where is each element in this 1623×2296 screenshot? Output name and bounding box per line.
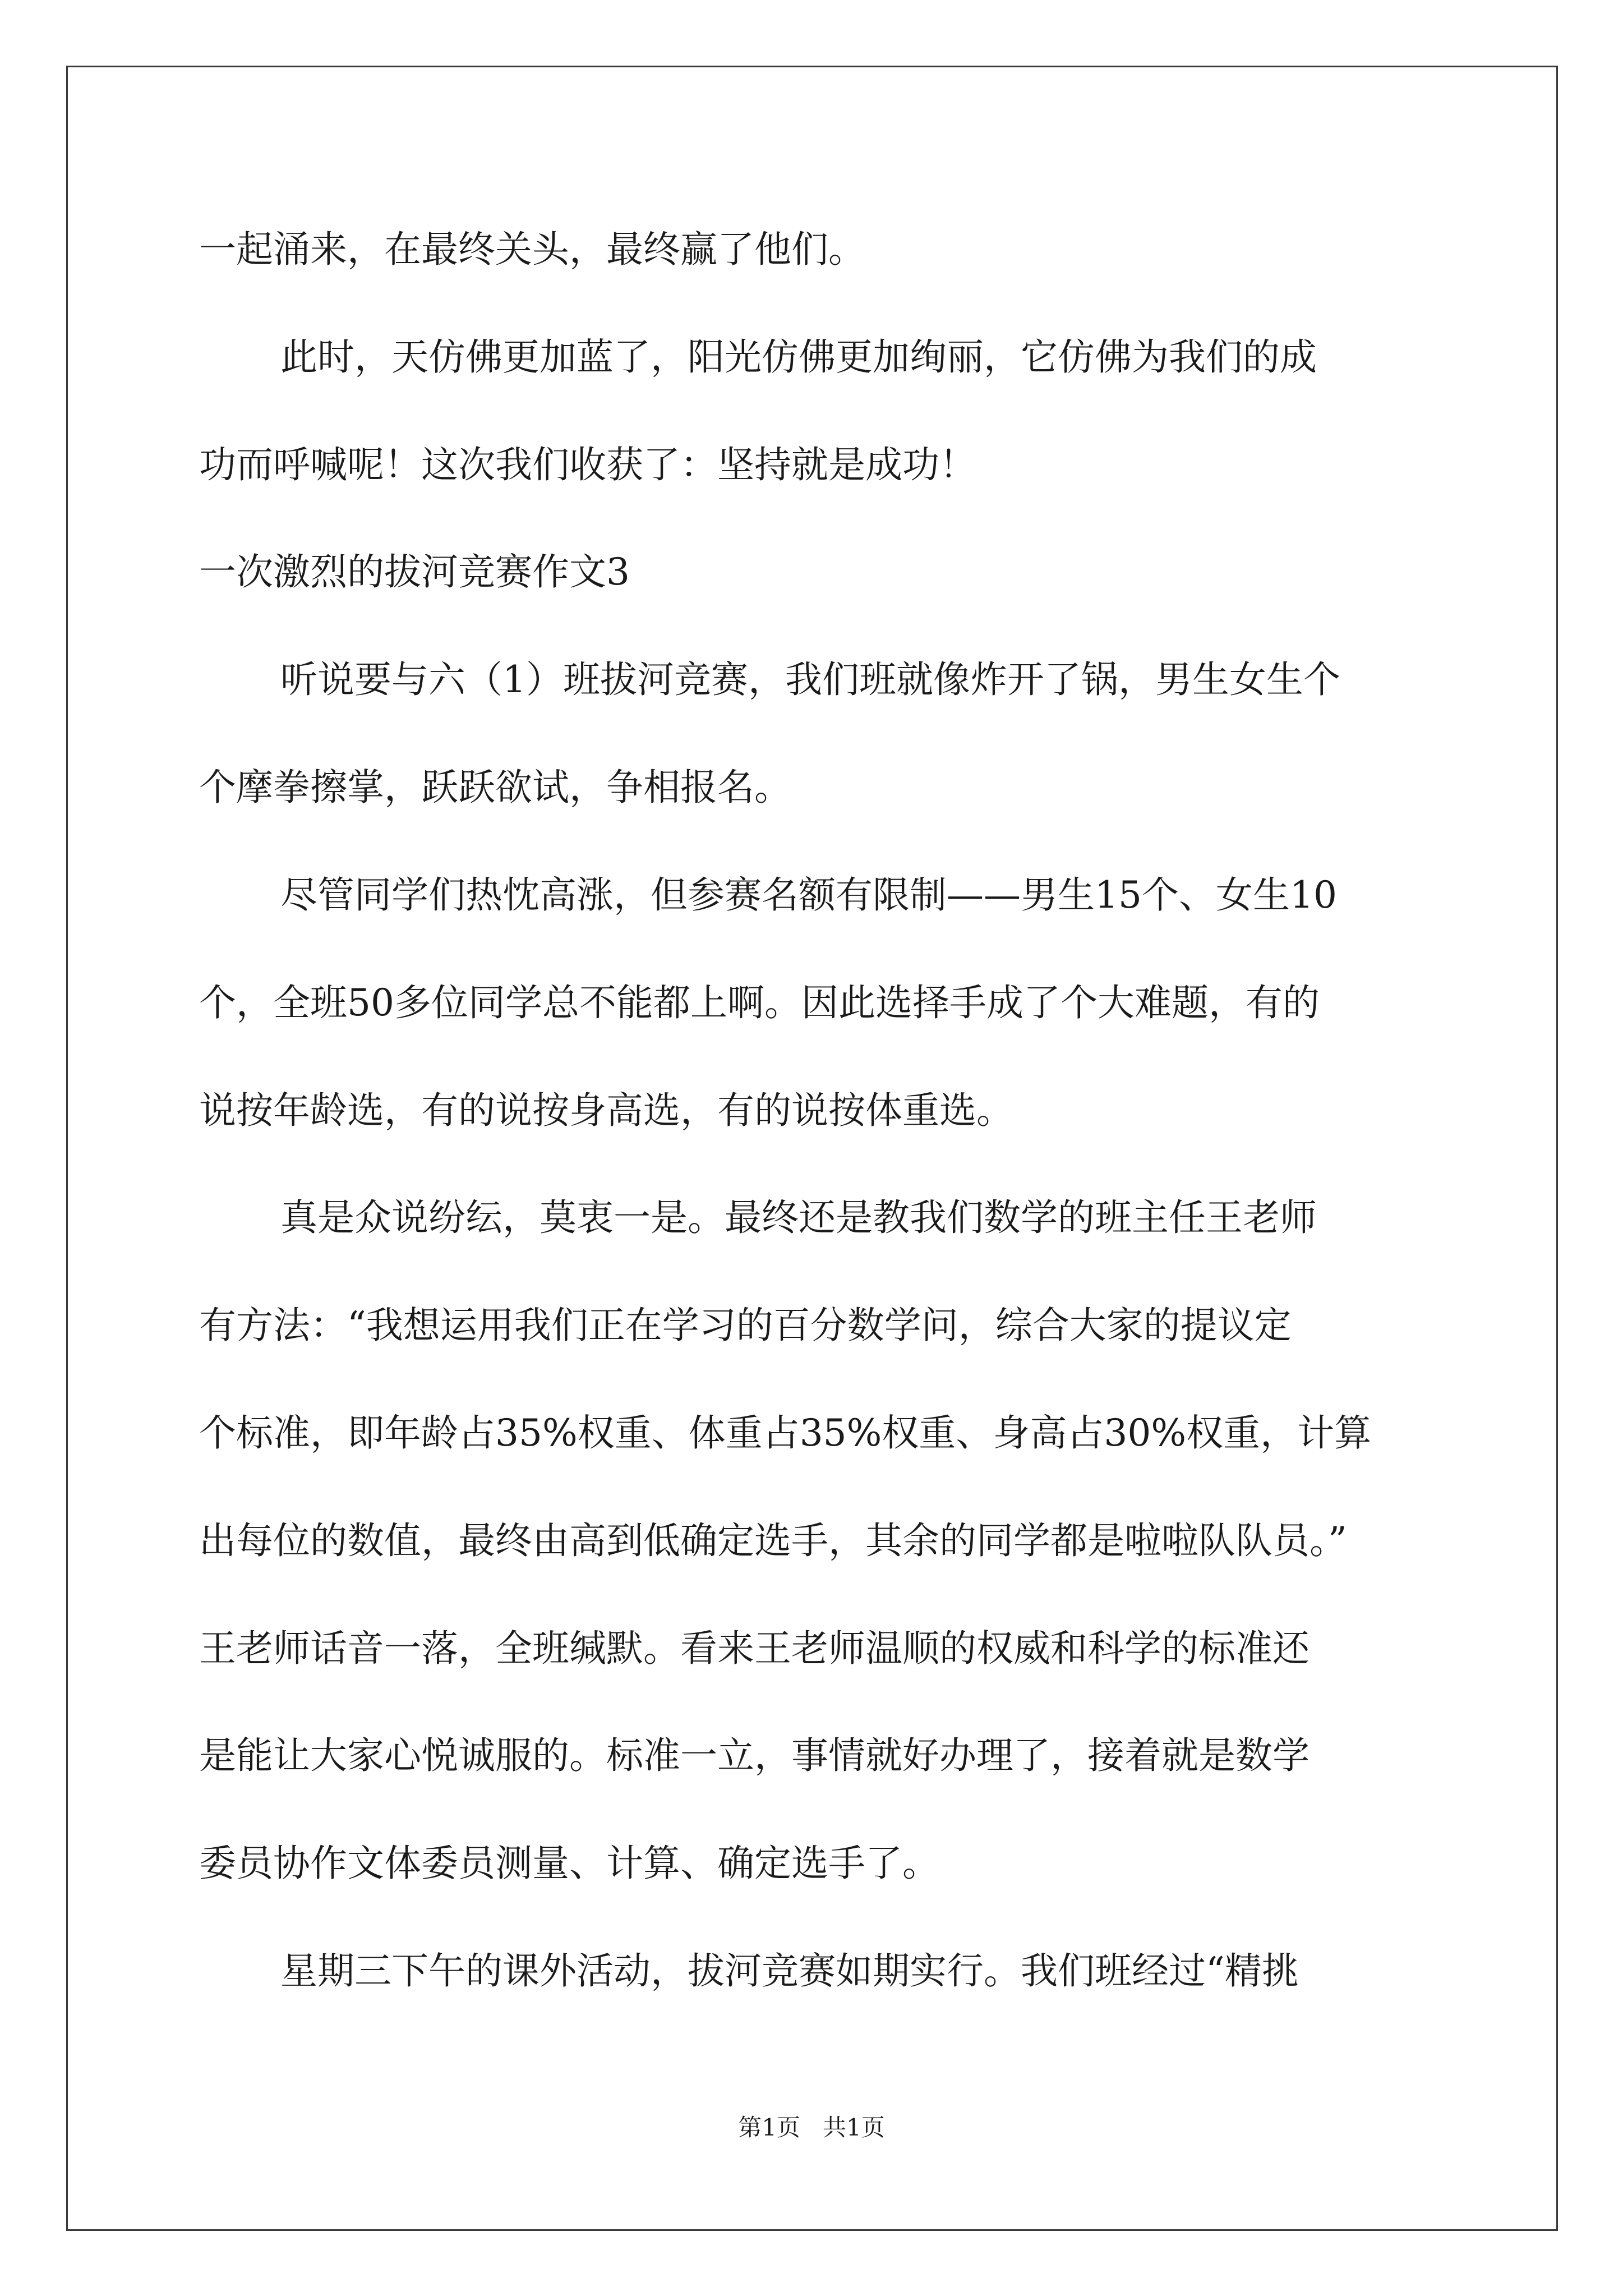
text-line: 有方法：“我想运用我们正在学习的百分数学问，综合大家的提议定 — [199, 1304, 1292, 1347]
text-line: 委员协作文体委员测量、计算、确定选手了。 — [199, 1842, 939, 1885]
text-line: 个标准，即年龄占35%权重、体重占35%权重、身高占30%权重，计算 — [199, 1411, 1372, 1455]
text-line: 个摩拳擦掌，跃跃欲试，争相报名。 — [199, 766, 791, 809]
page-border — [66, 66, 1558, 2231]
paragraph-line: 此时，天仿佛更加蓝了，阳光仿佛更加绚丽，它仿佛为我们的成 — [280, 335, 1317, 379]
paragraph-line: 真是众说纷纭，莫衷一是。最终还是教我们数学的班主任王老师 — [280, 1196, 1317, 1239]
section-heading: 一次激烈的拔河竞赛作文3 — [199, 550, 630, 593]
text-line: 功而呼喊呢！这次我们收获了：坚持就是成功！ — [199, 443, 976, 486]
paragraph-line: 星期三下午的课外活动，拔河竞赛如期实行。我们班经过“精挑 — [280, 1949, 1299, 1993]
text-line: 出每位的数值，最终由高到低确定选手，其余的同学都是啦啦队队员。” — [199, 1519, 1347, 1562]
paragraph-line: 听说要与六（1）班拔河竞赛，我们班就像炸开了锅，男生女生个 — [280, 658, 1340, 701]
page-number-footer: 第1页 共1页 — [738, 2114, 885, 2141]
paragraph-line: 尽管同学们热忱高涨，但参赛名额有限制——男生15个、女生10 — [280, 873, 1337, 917]
text-line: 一起涌来，在最终关头，最终赢了他们。 — [199, 228, 865, 271]
text-line: 王老师话音一落，全班缄默。看来王老师温顺的权威和科学的标准还 — [199, 1627, 1310, 1670]
text-line: 个，全班50多位同学总不能都上啊。因此选择手成了个大难题，有的 — [199, 981, 1320, 1024]
text-line: 是能让大家心悦诚服的。标准一立，事情就好办理了，接着就是数学 — [199, 1734, 1310, 1777]
text-line: 说按年龄选，有的说按身高选，有的说按体重选。 — [199, 1089, 1013, 1132]
